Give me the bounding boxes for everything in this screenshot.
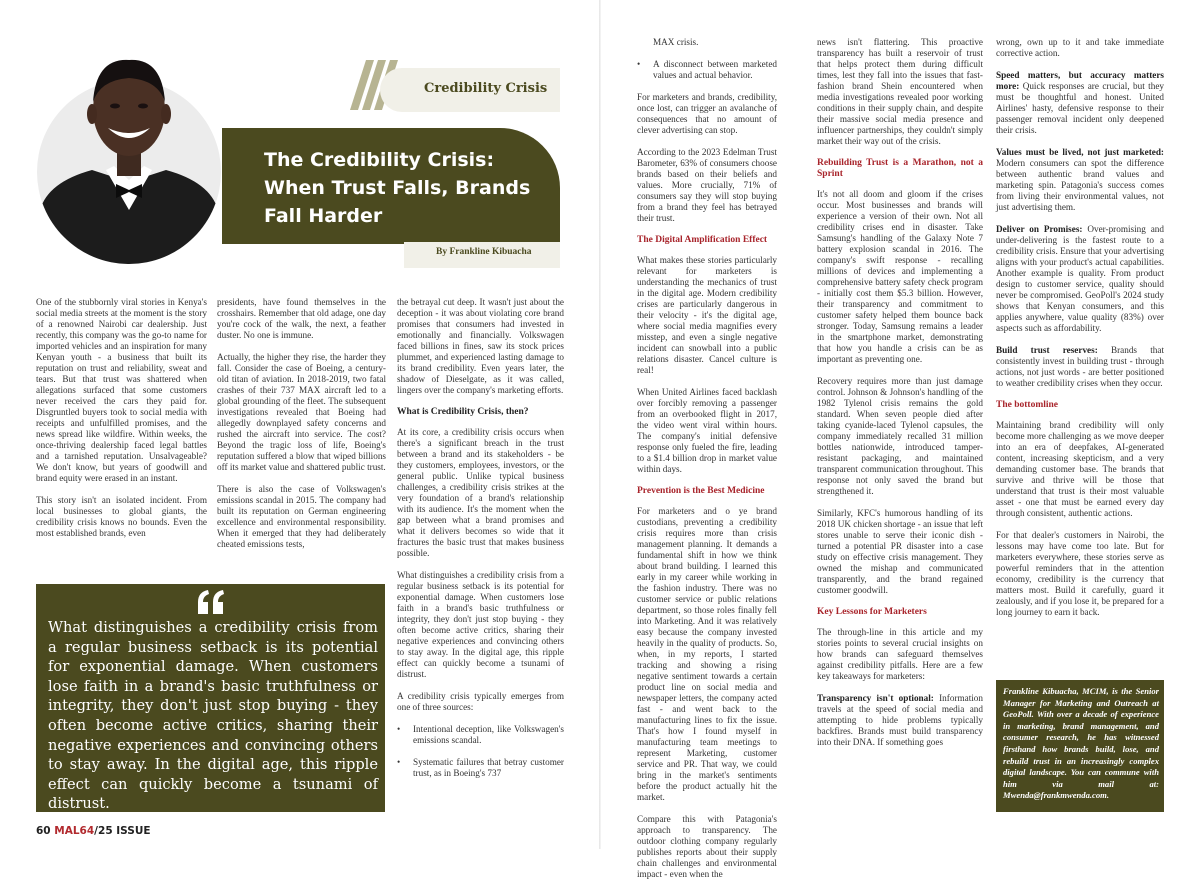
magazine-brand: MAL64 — [54, 825, 95, 837]
paragraph: According to the 2023 Edelman Trust Barometer, 63% of consumers choose brands based on their beliefs and values. More crucially, 71% of consumers say they will stop buying from a brand they feel has betrayed their trust. — [637, 147, 777, 223]
paragraph — [996, 224, 1164, 334]
list-item: • A disconnect between marketed values and actual behavior. — [637, 59, 777, 81]
body-column-4 — [637, 37, 777, 891]
paragraph: When United Airlines faced backlash over forcibly removing a passenger from an overbooked flight in 2017, the video went viral within hours. The company's initial defensive response only fueled the fire, leading to a $1.4 billion drop in market value within days. — [637, 387, 777, 474]
lesson-title: Values must be lived, not just marketed: — [996, 147, 1164, 157]
spine-shadow — [599, 0, 601, 849]
lesson-text: Over-promising and under-delivering is the fastest route to a credibility crisis. Ensure that your advertising aligns with your product's actual capabilities. Another example is quality. From product design to customer service, quality should never be compromised. GeoPoll's 2024 study shows that Kenyan consumers, and this applies anywhere, value quality (83%) over aspects such as affordability. — [996, 224, 1164, 333]
subheading: The Digital Amplification Effect — [637, 235, 768, 245]
body-column-1 — [36, 297, 207, 550]
paragraph: What distinguishes a credibility crisis from a regular business setback is its potential for exponential damage. When customers lose faith in a brand's basic truthfulness or integrity, they don't just stop buying - they often become active critics, sharing their negative experiences and convincing others to stay away. In the digital age, this ripple effect can quickly become a tsunami of distrust. — [397, 570, 564, 679]
paragraph: It's not all doom and gloom if the crises occur. Most businesses and brands will experience a version of their own. Not all credibility crises end in disaster. Take Samsung's handling of the Galaxy Note 7 battery explosion scandal in 2016. The company's swift response - recalling millions of devices and implementing a comprehensive battery safety check program - initially cost them $5.3 billion. However, their transparency and commitment to customer safety helped them bounce back stronger. Today, Samsung remains a leader in the smartphone market, demonstrating that how you handle a crisis can be as important as preventing one. — [817, 189, 983, 364]
lesson-text: Modern consumers can spot the difference between authentic brand values and marketing spin. Patagonia's success comes from living their environmental values, not just advertising them. — [996, 158, 1164, 212]
lesson-title: Transparency isn't optional: — [817, 693, 934, 703]
lesson-title: Speed matters, but accuracy matters more: — [996, 70, 1164, 91]
lesson-text: Brands that consistently invest in building trust - through actions, not just words - are better positioned to weather credibility crises when they occur. — [996, 345, 1164, 388]
section-label: Credibility Crisis — [424, 81, 548, 96]
paragraph: Maintaining brand credibility will only become more challenging as we move deeper into an era of deepfakes, AI-generated content, increasing skepticism, and a very demanding customer base. The brands that survive and thrive will be those that understand that trust is their most valuable asset - one that must be earned every day through consistent, authentic actions. — [996, 420, 1164, 518]
body-column-2 — [217, 297, 386, 561]
paragraph: For marketers and o ye brand custodians, preventing a credibility crisis requires more than crisis management planning. It demands a fundamental shift in how we think about brand building. I learned this early in my career while working in the fashion industry. There was no customer service or public relations department, so those roles finally fell into Marketing. And it was relatively easy because the company invested heavily in the quality of products. So, when, in my reports, I started tracking and showing a rising negative sentiment towards a certain product line on social media and newspaper letters, the company acted fast - and went back to the manufacturing lines to fix the issue. That's how I found myself in manufacturing team meetings to represent Marketing, customer service and PR. That way, we could bring in the market's sentiments before the product actually hit the market. — [637, 506, 777, 802]
paragraph — [817, 693, 983, 748]
paragraph: This story isn't an isolated incident. From local businesses to global giants, the credibility crisis knows no bounds. Even the most established brands, even — [36, 495, 207, 538]
byline-bar — [404, 242, 560, 268]
quote-icon — [196, 590, 226, 614]
paragraph: presidents, have found themselves in the crosshairs. Remember that old adage, one day you're cock of the walk, the next, a feather duster. No one is immune. — [217, 297, 386, 340]
lesson-text: Quick responses are crucial, but they must be thoughtful and honest. United Airlines' hasty, defensive response to their passenger removal incident only deepened their crisis. — [996, 81, 1164, 135]
paragraph: wrong, own up to it and take immediate corrective action. — [996, 37, 1164, 58]
subheading: The bottomline — [996, 400, 1059, 410]
list-item: • Systematic failures that betray customer trust, as in Boeing's 737 — [397, 757, 564, 779]
paragraph: news isn't flattering. This proactive transparency has built a reservoir of trust that helps protect them during difficult times, lest they fall into the issues that fast-fashion brand Shein encountered when media investigations revealed poor working conditions in their supply chain, and despite their massive social media presence and influencer partnerships, they couldn't simply market their way out of the crisis. — [817, 37, 983, 146]
body-column-3 — [397, 297, 564, 790]
body-column-5 — [817, 37, 983, 759]
article-headline: The Credibility Crisis: When Trust Falls, Brands Fall Harder — [264, 149, 531, 227]
paragraph: For marketers and brands, credibility, once lost, can trigger an avalanche of consequences that no amount of clever advertising can stop. — [637, 92, 777, 135]
paragraph: Similarly, KFC's humorous handling of its 2018 UK chicken shortage - an issue that left stores unable to serve their iconic dish - turned a potential PR disaster into a case study on effective crisis management. They owned the mishap and communicated transparently, and the brand regained customer goodwill. — [817, 508, 983, 595]
bullet-list — [397, 724, 564, 779]
paragraph: Actually, the higher they rise, the harder they fall. Consider the case of Boeing, a century-old titan of aviation. In 2018-2019, two fatal crashes of their 737 MAX aircraft led to a global grounding of the fleet. The subsequent investigations revealed that Boeing had allegedly downplayed safety concerns and rushed the aircraft into service. The cost? Beyond the tragic loss of life, Boeing's reputation suffered a blow that wiped billions off its market value and shattered public trust. — [217, 352, 386, 472]
lesson-title: Build trust reserves: — [996, 345, 1098, 355]
author-portrait — [36, 40, 222, 268]
paragraph: A credibility crisis typically emerges from one of three sources: — [397, 691, 564, 712]
page-number: 60 — [36, 825, 51, 837]
paragraph: the betrayal cut deep. It wasn't just about the deception - it was about violating core brand promises that consumers had invested in emotionally and financially. Volkswagen faced billions in fines, saw its stock prices plummet, and experienced lasting damage to its brand credibility. Even years later, the shadow of Dieselgate, as it was called, lingers over the company's marketing efforts. — [397, 297, 564, 395]
bullet-list — [637, 59, 777, 81]
paragraph: The through-line in this article and my stories points to several crucial insights on how brands can safeguard themselves against credibility pitfalls. Here are a few key takeaways for marketers: — [817, 627, 983, 681]
issue-label: /25 ISSUE — [94, 825, 151, 837]
body-column-6 — [996, 37, 1164, 629]
paragraph: Recovery requires more than just damage control. Johnson & Johnson's handling of the 1982 Tylenol crisis remains the gold standard. When seven people died after taking cyanide-laced Tylenol capsules, the company immediately recalled 31 million bottles nationwide, introduced tamper-resistant packaging, and maintained transparent communication throughout. This response not only saved the brand but strengthened it. — [817, 376, 983, 496]
page-footer — [36, 825, 151, 837]
paragraph: Compare this with Patagonia's approach to transparency. The outdoor clothing company regularly publishes reports about their supply chain challenges and environmental impact - even when the — [637, 814, 777, 879]
paragraph: What makes these stories particularly relevant for marketers is understanding the mechanics of trust in the digital age. Modern credibility crises are particularly dangerous in their velocity - it's the digital age, where social media magnifies every misstep, and even a single negative incident can snowball into a public relations disaster. Cancel culture is real! — [637, 255, 777, 375]
pull-quote-text: What distinguishes a credibility crisis from a regular business setback is its potential for exponential damage. When customers lose faith in a brand's basic truthfulness or integrity, they don't just stop buying - they often become active critics, sharing their negative experiences and convincing others to stay away. In the digital age, this ripple effect can quickly become a tsunami of distrust. — [48, 619, 378, 813]
lesson-text: Information travels at the speed of social media and attempting to hide problems typically backfires. Brands must build transparency into their DNA. If something goes — [817, 693, 983, 747]
paragraph: MAX crisis. — [653, 37, 699, 47]
paragraph: For that dealer's customers in Nairobi, the lessons may have come too late. But for marketers everywhere, these stories serve as powerful reminders that in the attention economy, credibility is the currency that matters most. Build it carefully, guard it zealously, and if you lose it, be prepared for a long journey to earn it back. — [996, 530, 1164, 617]
paragraph — [996, 147, 1164, 213]
author-bio: Frankline Kibuacha, MCIM, is the Senior Manager for Marketing and Outreach at GeoPoll. With over a decade of experience in marketing, brand management, and consumer research, he has witnessed firsthand how brands build, lose, and rebuild trust in an increasingly complex digital landscape. You can commune with him via mail at: Mwenda@frankmwenda.com. — [1003, 686, 1159, 801]
paragraph: One of the stubbornly viral stories in Kenya's social media streets at the moment is the story of a renowned Nairobi car dealership. Just recently, this company was the go-to name for imported vehicles and an inspiration for many Kenyan youth - a business that built its reputation on trust and reliability, sweat and tears. But that trust was shattered when allegations surfaced that some customers never received the cars they paid for. Disgruntled buyers took to social media with receipts and unfulfilled promises, and the news spread like wildfire. Within weeks, the once-thriving dealership faced legal battles and a tarnished reputation. Unsalvageable? We don't know, but years of goodwill and brand equity were erased in an instant. — [36, 297, 207, 483]
list-item: • Intentional deception, like Volkswagen's emissions scandal. — [397, 724, 564, 746]
lesson-title: Deliver on Promises: — [996, 224, 1083, 234]
subheading: Key Lessons for Marketers — [817, 607, 927, 617]
paragraph — [996, 70, 1164, 136]
paragraph: There is also the case of Volkswagen's emissions scandal in 2015. The company had built its reputation on German engineering excellence and environmental responsibility. When it emerged that they had deliberately cheated emissions tests, — [217, 484, 386, 549]
subheading: Rebuilding Trust is a Marathon, not a Sprint — [817, 158, 983, 179]
paragraph: At its core, a credibility crisis occurs when there's a significant breach in the trust between a brand and its stakeholders - be they customers, employees, investors, or the general public. Unlike typical business challenges, a credibility crisis strikes at the very foundation of a brand's relationship with its audience. It's the moment when the gap between what a brand promises and what it delivers becomes so wide that it fractures the basic trust that makes business possible. — [397, 427, 564, 558]
subheading: What is Credibility Crisis, then? — [397, 407, 529, 417]
subheading: Prevention is the Best Medicine — [637, 486, 765, 496]
byline: By Frankline Kibuacha — [436, 247, 532, 257]
paragraph — [996, 345, 1164, 389]
